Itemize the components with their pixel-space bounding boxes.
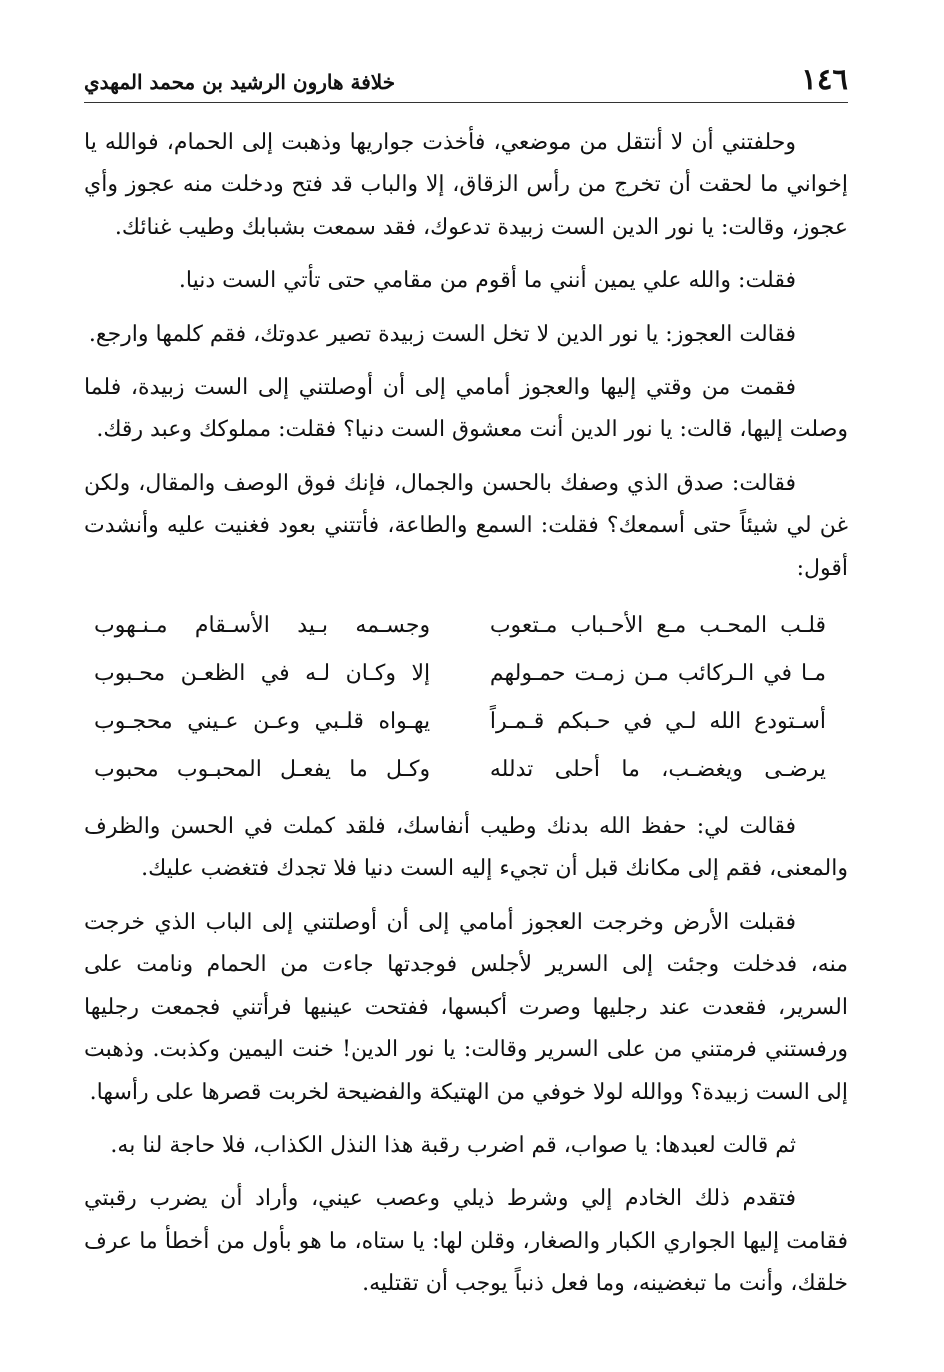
paragraph: فقالت لي: حفظ الله بدنك وطيب أنفاسك، فلقد كملت في الحسن والظرف والمعنى، فقم إلى مكانك قبل أن تجيء إليه الست دنيا فلا تجدك فتغضب عليك. [84,814,848,882]
paragraph: فقالت: صدق الذي وصفك بالحسن والجمال، فإنك فوق الوصف والمقال، ولكن غن لي شيئاً حتى أسمعك؟ فقلت: السمع والطاعة، فأتتني بعود فغنيت عليه وأنشدت أقول: [84,470,848,581]
paragraph: وحلفتني أن لا أنتقل من موضعي، فأخذت جواريها وذهبت إلى الحمام، فوالله يا إخواني ما لحقت أن تخرج من رأس الزقاق، إلا والباب قد فتح ودخلت منه عجوز وأي عجوز، وقالت: يا نور الدين الست زبيدة تدعوك، فقد سمعت بشبابك وطيب غنائك. [84,130,848,240]
paragraph: فقبلت الأرض وخرجت العجوز أمامي إلى أن أوصلتني إلى الباب الذي خرجت منه، فدخلت وجئت إلى السرير لأجلس فوجدتها جاءت من الحمام ونامت على السرير، فقعدت عند رجليها وصرت أكبسها، ففتحت عينيها فرأتني فجمعت رجليها ورفستني فرمتني من على السرير وقالت: يا نور الدين! خنت اليمين وكذبت. وذهبت إلى الست زبيدة؟ ووالله لولا خوفي من الهتيكة والفضيحة لخربت قصرها على رأسها. [84,909,848,1105]
poem-verse [84,746,848,794]
poem-verse [84,698,848,746]
page-body [84,122,848,1317]
paragraph: ثم قالت لعبدها: يا صواب، قم اضرب رقبة هذا النذل الكذاب، فلا حاجة لنا به. [110,1132,796,1158]
verse-second-hemistich: يهـواه قلـبي وعـن عـيني محجـوب [94,709,431,735]
verse-first-hemistich: يرضـى ويغضـب، ما أحلى تدلله [489,757,826,783]
paragraph: فقمت من وقتي إليها والعجوز أمامي إلى أن أوصلتني إلى الست زبيدة، فلما وصلت إليها، قالت: يا نور الدين أنت معشوق الست دنيا؟ فقلت: مملوكك وعبد رقك. [84,375,848,443]
paragraph: فتقدم ذلك الخادم إلي وشرط ذيلي وعصب عيني، وأراد أن يضرب رقبتي فقامت إليها الجواري الكبار والصغار، وقلن لها: يا ستاه، ما هو بأول من أخطأ ما عرف خلقك، وأنت ما تبغضينه، وما فعل ذنباً يوجب أن تقتليه. [84,1186,848,1297]
paragraph: فقالت العجوز: يا نور الدين لا تخل الست زبيدة تصير عدوتك، فقم كلمها وارجع. [88,321,796,347]
verse-first-hemistich: أسـتودع الله لـي في حـبكم قـمـراً [489,709,826,735]
verse-first-hemistich: قلـب المحـب مـع الأحـباب مـتعوب [489,613,826,639]
verse-second-hemistich: وجسـمه بـيد الأسـقام مـنـهوب [94,613,431,639]
poem-verse [84,650,848,698]
page-header [84,58,848,103]
paragraph: فقلت: والله علي يمين أنني ما أقوم من مقامي حتى تأتي الست دنيا. [178,268,796,294]
verse-first-hemistich: مـا في الـركائب مـن زمـت حمـولهم [489,661,826,687]
poem-verse [84,602,848,650]
page-number: ١٤٦ [801,62,848,96]
poem [84,602,848,794]
running-title: خلافة هارون الرشيد بن محمد المهدي [84,70,396,94]
verse-second-hemistich: إلا وكـان لـه في الظعـن محـبوب [94,661,431,687]
verse-second-hemistich: وكـل ما يفعـل المحبـوب محبوب [94,757,431,783]
